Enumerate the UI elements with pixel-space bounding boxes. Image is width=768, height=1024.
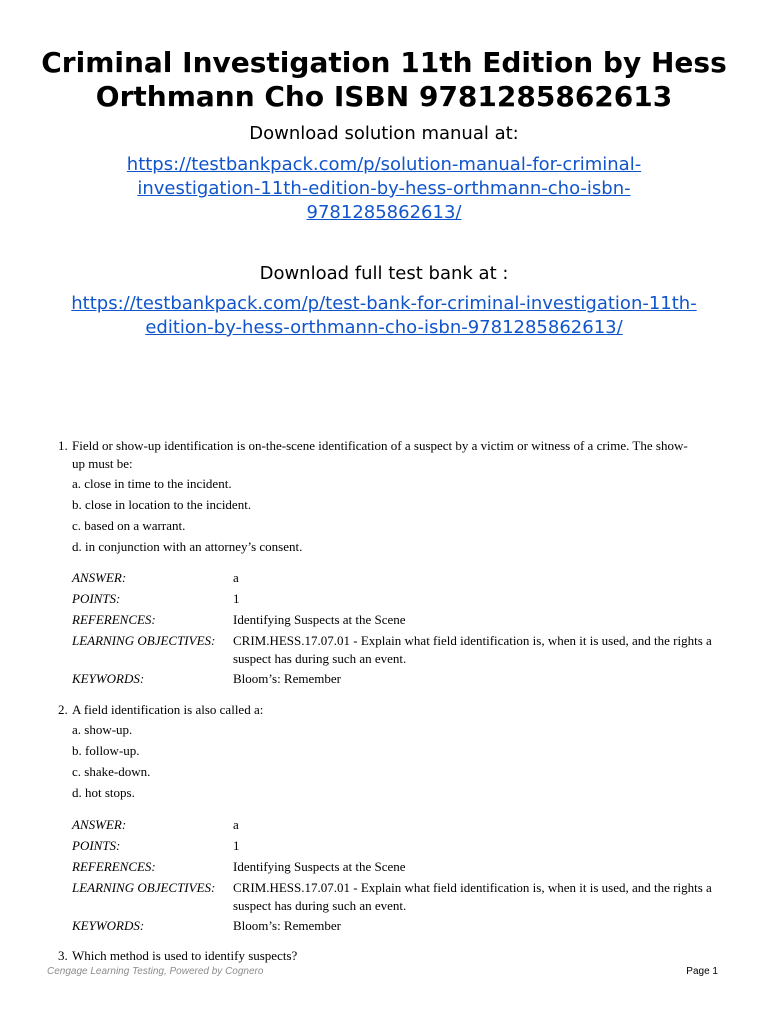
points-value: 1 [233, 838, 240, 853]
points-label: POINTS: [72, 591, 121, 606]
option-b: b. close in location to the incident. [72, 497, 252, 512]
references-value: Identifying Suspects at the Scene [233, 612, 406, 627]
question-3 [58, 947, 698, 965]
document-title: Criminal Investigation 11th Edition by Hess Orthmann Cho ISBN 9781285862613 [41, 46, 727, 113]
question-2-metadata [72, 815, 712, 937]
option-a: a. close in time to the incident. [72, 476, 232, 491]
references-label: REFERENCES: [72, 612, 156, 627]
answer-label: ANSWER: [72, 570, 127, 585]
objectives-label: LEARNING OBJECTIVES: [72, 633, 216, 648]
objectives-row [72, 878, 712, 915]
question-text: A field identification is also called a: [72, 702, 264, 717]
question-text: Which method is used to identify suspects? [72, 948, 298, 963]
points-label: POINTS: [72, 838, 121, 853]
references-label: REFERENCES: [72, 859, 156, 874]
test-bank-link[interactable]: https://testbankpack.com/p/test-bank-for-criminal-investigation-11th-edition-by-hess-orthmann-cho-isbn-9781285862613/ [71, 293, 697, 338]
question-stem [58, 947, 698, 965]
keywords-label: KEYWORDS: [72, 671, 145, 686]
objectives-value: CRIM.HESS.17.07.01 - Explain what field identification is, when it is used, and the rights a suspect has during such an event. [233, 880, 712, 913]
option-d: d. in conjunction with an attorney’s consent. [72, 539, 303, 554]
page-number: Page 1 [686, 966, 718, 977]
points-row [72, 589, 712, 609]
question-number: 2. [58, 702, 68, 717]
question-text: Field or show-up identification is on-the-scene identification of a suspect by a victim or witness of a crime. The show-up must be: [72, 438, 688, 471]
objectives-row [72, 631, 712, 668]
references-value: Identifying Suspects at the Scene [233, 859, 406, 874]
option-d: d. hot stops. [72, 785, 135, 800]
keywords-row [72, 916, 712, 936]
keywords-value: Bloom’s: Remember [233, 918, 341, 933]
keywords-row [72, 669, 712, 689]
solution-manual-link[interactable]: https://testbankpack.com/p/solution-manual-for-criminal-investigation-11th-edition-by-hess-orthmann-cho-isbn-9781285862613/ [126, 154, 642, 223]
keywords-value: Bloom’s: Remember [233, 671, 341, 686]
references-row [72, 610, 712, 630]
question-1-metadata [72, 568, 712, 690]
answer-value: a [233, 570, 239, 585]
answer-value: a [233, 817, 239, 832]
points-row [72, 836, 712, 856]
question-number: 3. [58, 948, 68, 963]
option-c: c. shake-down. [72, 764, 151, 779]
question-number: 1. [58, 438, 68, 453]
question-1 [58, 437, 698, 557]
question-stem [58, 437, 698, 473]
points-value: 1 [233, 591, 240, 606]
question-stem [58, 701, 698, 719]
keywords-label: KEYWORDS: [72, 918, 145, 933]
answer-row [72, 815, 712, 835]
answer-row [72, 568, 712, 588]
solution-manual-label: Download solution manual at: [249, 123, 519, 144]
test-bank-label: Download full test bank at : [259, 263, 509, 284]
option-c: c. based on a warrant. [72, 518, 186, 533]
question-2 [58, 701, 698, 803]
option-a: a. show-up. [72, 722, 133, 737]
answer-label: ANSWER: [72, 817, 127, 832]
objectives-label: LEARNING OBJECTIVES: [72, 880, 216, 895]
references-row [72, 857, 712, 877]
objectives-value: CRIM.HESS.17.07.01 - Explain what field identification is, when it is used, and the rights a suspect has during such an event. [233, 633, 712, 666]
option-b: b. follow-up. [72, 743, 140, 758]
footer-credit: Cengage Learning Testing, Powered by Cognero [47, 966, 264, 977]
